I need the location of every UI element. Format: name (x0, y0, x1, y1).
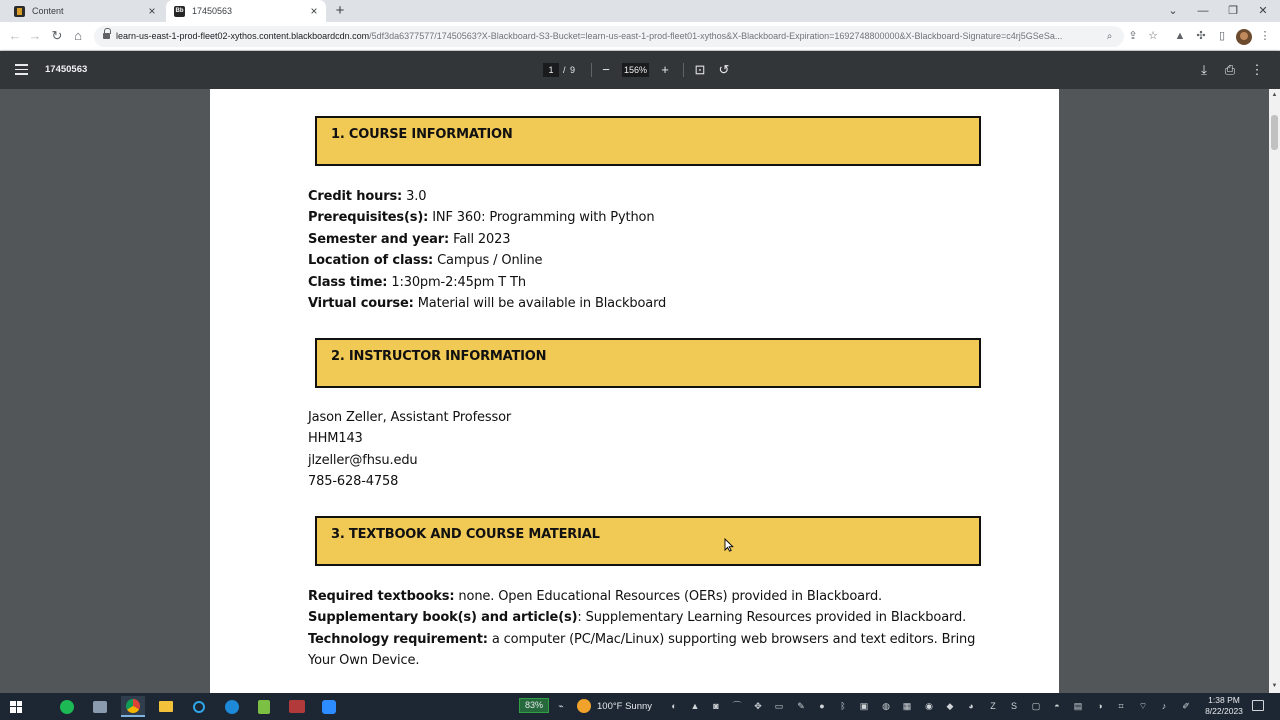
toolbar-divider (591, 63, 592, 77)
back-button[interactable]: ← (8, 28, 22, 43)
maximize-button[interactable]: ❐ (1228, 5, 1238, 17)
tray-app-icon[interactable]: ◑ (1097, 701, 1103, 711)
field-label: Supplementary book(s) and article(s) (308, 610, 578, 625)
volume-icon[interactable]: ♪ (1161, 701, 1167, 711)
browser-tab-strip (0, 0, 1280, 22)
section-heading: 2. INSTRUCTOR INFORMATION (331, 349, 547, 364)
tray-app-icon[interactable]: ◍ (882, 701, 890, 711)
sun-weather-icon[interactable] (577, 699, 591, 713)
home-button[interactable]: ⌂ (74, 28, 82, 43)
toolbar-divider (683, 63, 684, 77)
google-drive-tray-icon[interactable]: ▲ (690, 701, 700, 711)
extensions-puzzle-icon[interactable]: ✣ (1196, 30, 1206, 42)
hamburger-menu-icon[interactable] (15, 64, 28, 75)
lock-icon[interactable] (103, 31, 110, 39)
course-info-line (308, 275, 526, 290)
notification-center-icon[interactable] (1252, 700, 1264, 711)
cortana-taskbar-icon[interactable] (187, 696, 211, 717)
url-text[interactable] (116, 26, 1096, 47)
scrollbar-thumb[interactable] (1271, 115, 1278, 150)
pdf-document-title: 17450563 (45, 64, 88, 75)
edge-taskbar-icon[interactable] (220, 696, 244, 717)
tray-app-icon[interactable]: ◆ (946, 701, 954, 711)
field-label: Semester and year: (308, 232, 450, 247)
materials-line (308, 632, 975, 647)
zoom-taskbar-icon[interactable] (317, 696, 341, 717)
field-value: INF 360: Programming with Python (428, 210, 655, 225)
course-info-line (308, 189, 426, 204)
section-header-instructor-info (315, 338, 981, 388)
app-taskbar-icon[interactable] (252, 696, 276, 717)
field-value: Material will be available in Blackboard (413, 296, 667, 311)
materials-line (308, 589, 882, 604)
battery-indicator[interactable]: 83% (519, 698, 549, 713)
app-taskbar-icon[interactable] (88, 696, 112, 717)
side-panel-icon[interactable]: ▯ (1218, 30, 1226, 42)
course-info-line (308, 253, 542, 268)
field-value: 3.0 (402, 189, 427, 204)
bookmark-star-icon[interactable]: ☆ (1148, 30, 1158, 42)
field-value: 1:30pm-2:45pm T Th (387, 275, 526, 290)
tray-app-icon[interactable]: ✎ (797, 701, 805, 711)
field-value: Fall 2023 (449, 232, 511, 247)
page-total: 9 (570, 65, 576, 75)
field-label: Credit hours: (308, 189, 403, 204)
field-value: a computer (PC/Mac/Linux) supporting web browsers and text editors. Bring (487, 632, 976, 647)
google-drive-extension-icon[interactable]: ▲ (1174, 30, 1186, 42)
bb-favicon-icon: Bb (174, 6, 185, 17)
reload-button[interactable]: ↻ (51, 28, 63, 43)
field-value: : Supplementary Learning Resources provided in Blackboard. (577, 610, 967, 625)
materials-line (308, 610, 966, 625)
vertical-scrollbar[interactable] (1269, 89, 1280, 693)
system-clock[interactable] (1196, 695, 1252, 717)
charging-plug-icon: ⌁ (558, 701, 564, 711)
weather-text[interactable]: 100°F Sunny (597, 701, 653, 712)
chrome-menu-icon[interactable]: ⋮ (1259, 30, 1271, 42)
url-path: /5df3da6377577/17450563?X-Blackboard-S3-Bucket=learn-us-east-1-prod-fleet01-xythos&X-Blackboard-Expiration=1692748800000&X-Blackboard-Signature=c4rj5GSeSa... (369, 31, 1063, 41)
tray-app-icon[interactable]: ⌒ (732, 701, 742, 711)
field-label: Virtual course: (308, 296, 414, 311)
windows-taskbar (0, 693, 1280, 720)
section-heading: 3. TEXTBOOK AND COURSE MATERIAL (331, 527, 600, 542)
tray-app-icon[interactable]: ◉ (925, 701, 933, 711)
url-host: learn-us-east-1-prod-fleet02-xythos.content.blackboardcdn.com (116, 31, 370, 41)
camera-tray-icon[interactable]: ◙ (713, 701, 719, 711)
fit-to-page-icon[interactable]: ⊡ (694, 62, 706, 77)
tab-pdf[interactable] (166, 0, 326, 22)
field-label: Class time: (308, 275, 388, 290)
tray-app-icon[interactable]: S (1010, 701, 1017, 711)
zoom-icon[interactable]: ⌕ (1106, 31, 1113, 42)
zoom-in-icon[interactable]: + (661, 62, 669, 77)
tab-content[interactable] (6, 0, 164, 22)
course-info-line (308, 232, 510, 247)
tray-app-icon[interactable]: ▦ (902, 701, 912, 711)
clock-time: 1:38 PM (1208, 695, 1240, 705)
wifi-icon[interactable]: ⌔ (1138, 701, 1148, 711)
instructor-email: jlzeller@fhsu.edu (308, 453, 418, 468)
start-button[interactable] (4, 696, 28, 717)
spotify-taskbar-icon[interactable] (55, 696, 79, 717)
new-tab-button[interactable]: + (335, 2, 345, 19)
pdf-page (210, 89, 1059, 693)
tray-app-icon[interactable]: ▣ (859, 701, 869, 711)
tray-app-icon[interactable]: ▭ (774, 701, 784, 711)
instructor-office: HHM143 (308, 431, 363, 446)
windows-logo-icon (10, 701, 22, 713)
course-info-line (308, 210, 654, 225)
field-value: none. Open Educational Resources (OERs) provided in Blackboard. (454, 589, 883, 604)
tray-app-icon[interactable]: ▢ (1031, 701, 1041, 711)
close-tab-icon[interactable]: × (148, 4, 156, 18)
profile-avatar[interactable] (1236, 29, 1252, 45)
section-heading: 1. COURSE INFORMATION (331, 127, 513, 142)
chrome-taskbar-icon[interactable] (121, 696, 145, 717)
zoom-level-input[interactable]: 156% (623, 65, 648, 75)
materials-continuation: Your Own Device. (308, 653, 420, 668)
share-icon[interactable]: ⇪ (1128, 30, 1138, 42)
blackboard-favicon-icon (14, 6, 25, 17)
tab-title: 17450563 (192, 6, 233, 16)
print-icon[interactable]: ⎙ (1224, 62, 1236, 77)
field-value: Campus / Online (433, 253, 543, 268)
minimize-button[interactable]: — (1197, 5, 1209, 17)
browser-toolbar (0, 22, 1280, 51)
section-header-textbook (315, 516, 981, 566)
tray-app-icon[interactable]: ◓ (1054, 701, 1060, 711)
video-editor-taskbar-icon[interactable] (285, 696, 309, 717)
more-options-icon[interactable]: ⋮ (1250, 62, 1264, 77)
page-number-input[interactable]: 1 (543, 63, 559, 77)
zoom-out-icon[interactable]: − (602, 62, 610, 77)
course-info-line (308, 296, 666, 311)
tray-app-icon[interactable]: ▤ (1073, 701, 1083, 711)
tab-search-chevron-icon[interactable]: ⌄ (1168, 5, 1178, 17)
tray-app-icon[interactable]: ◐ (671, 701, 677, 711)
instructor-name: Jason Zeller, Assistant Professor (308, 410, 512, 425)
download-icon[interactable]: ⤓ (1201, 62, 1207, 77)
rotate-icon[interactable]: ↺ (718, 62, 730, 77)
tray-app-icon[interactable]: ⌗ (1118, 701, 1124, 711)
section-header-course-info (315, 116, 981, 166)
scroll-down-arrow-icon[interactable]: ▼ (1271, 683, 1278, 689)
field-label: Prerequisites(s): (308, 210, 429, 225)
microphone-icon[interactable]: ● (819, 701, 825, 711)
field-label: Required textbooks: (308, 589, 455, 604)
mouse-pointer-icon (724, 538, 734, 552)
page-separator: / (563, 65, 566, 75)
tray-app-icon[interactable]: ◕ (968, 701, 974, 711)
zoom-tray-icon[interactable]: Z (990, 701, 996, 711)
scroll-up-arrow-icon[interactable]: ▲ (1271, 92, 1278, 98)
field-label: Location of class: (308, 253, 434, 268)
tab-title: Content (32, 6, 64, 16)
close-window-button[interactable]: ✕ (1258, 5, 1268, 17)
pdf-toolbar (0, 51, 1280, 89)
instructor-phone: 785-628-4758 (308, 474, 399, 489)
pen-icon[interactable]: ✐ (1182, 701, 1190, 711)
address-bar[interactable] (94, 26, 1124, 47)
close-tab-icon[interactable]: × (310, 4, 318, 18)
clock-date: 8/22/2023 (1205, 706, 1243, 716)
file-explorer-taskbar-icon[interactable] (154, 696, 178, 717)
forward-button[interactable]: → (28, 28, 42, 43)
pdf-viewer[interactable] (0, 89, 1280, 693)
bluetooth-icon[interactable]: ᛒ (840, 701, 846, 711)
field-label: Technology requirement: (308, 632, 488, 647)
dropbox-tray-icon[interactable]: ✥ (754, 701, 762, 711)
